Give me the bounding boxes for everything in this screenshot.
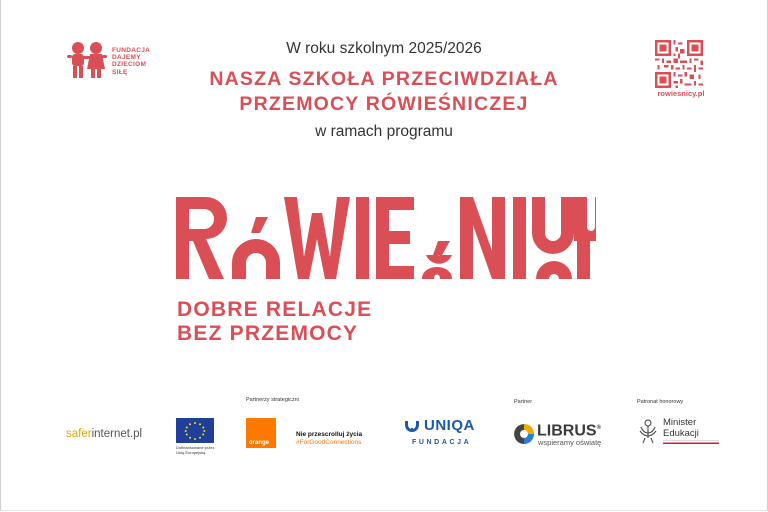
program-tagline bbox=[177, 298, 372, 346]
fdds-line: SIŁĘ bbox=[112, 68, 128, 76]
polish-flag-bar bbox=[663, 440, 719, 444]
librus-logo[interactable]: LIBRUS® wspieramy oświatę bbox=[514, 421, 601, 447]
nie-przescrolluj-hashtag: #ForGoodConnections bbox=[296, 439, 362, 446]
librus-ball-icon bbox=[514, 424, 534, 444]
nie-przescrolluj-logo bbox=[296, 431, 362, 447]
eu-caption-line-1: Dofinansowane przez bbox=[176, 445, 215, 450]
tagline-line-1: DOBRE RELACJE bbox=[177, 298, 373, 321]
uniqa-logo[interactable] bbox=[404, 417, 475, 446]
uniqa-mark-icon bbox=[404, 420, 420, 432]
uniqa-subtitle: FUNDACJA bbox=[412, 439, 472, 446]
headline-line-1: NASZA SZKOŁA PRZECIWDZIAŁA bbox=[209, 68, 559, 90]
fdds-line: DAJEMY bbox=[112, 54, 141, 62]
minister-line-2: Edukacji bbox=[663, 427, 699, 439]
saferinternet-prefix: safer bbox=[66, 428, 92, 440]
intro-text: W roku szkolnym 2025/2026 bbox=[286, 40, 482, 57]
minister-line-1: Minister bbox=[663, 417, 697, 428]
orange-logo[interactable] bbox=[246, 418, 276, 448]
fdds-line: DZIECIOM bbox=[112, 61, 147, 69]
librus-name: LIBRUS bbox=[537, 422, 597, 440]
program-text: w ramach programu bbox=[315, 123, 453, 140]
eagle-emblem-icon bbox=[637, 418, 659, 444]
headline-line-2: PRZEMOCY RÓWIEŚNICZEJ bbox=[239, 93, 529, 115]
uniqa-name: UNIQA bbox=[424, 417, 475, 434]
fdds-line: FUNDACJA bbox=[112, 47, 151, 54]
partner-label: Partner bbox=[514, 399, 533, 405]
headline bbox=[0, 67, 768, 117]
eu-caption bbox=[176, 445, 226, 455]
librus-subtitle: wspieramy oświatę bbox=[538, 438, 602, 448]
rowiesnicy-wordmark bbox=[176, 193, 596, 279]
patronage-label: Patronat honorowy bbox=[637, 399, 684, 405]
eu-caption-line-2: Unię Europejską bbox=[176, 450, 206, 455]
strategic-partners-label: Partnerzy strategiczni bbox=[246, 397, 299, 403]
minister-edukacji-logo[interactable] bbox=[637, 418, 719, 444]
qr-url-label: rowiesnicy.pl bbox=[657, 89, 705, 98]
saferinternet-suffix: internet.pl bbox=[91, 428, 143, 440]
eu-flag-icon bbox=[176, 418, 214, 443]
saferinternet-logo[interactable] bbox=[66, 428, 142, 440]
tagline-line-2: BEZ PRZEMOCY bbox=[177, 322, 359, 345]
orange-name: orange bbox=[249, 440, 270, 446]
nie-przescrolluj-line-1: Nie przescrolluj życia bbox=[296, 431, 363, 438]
